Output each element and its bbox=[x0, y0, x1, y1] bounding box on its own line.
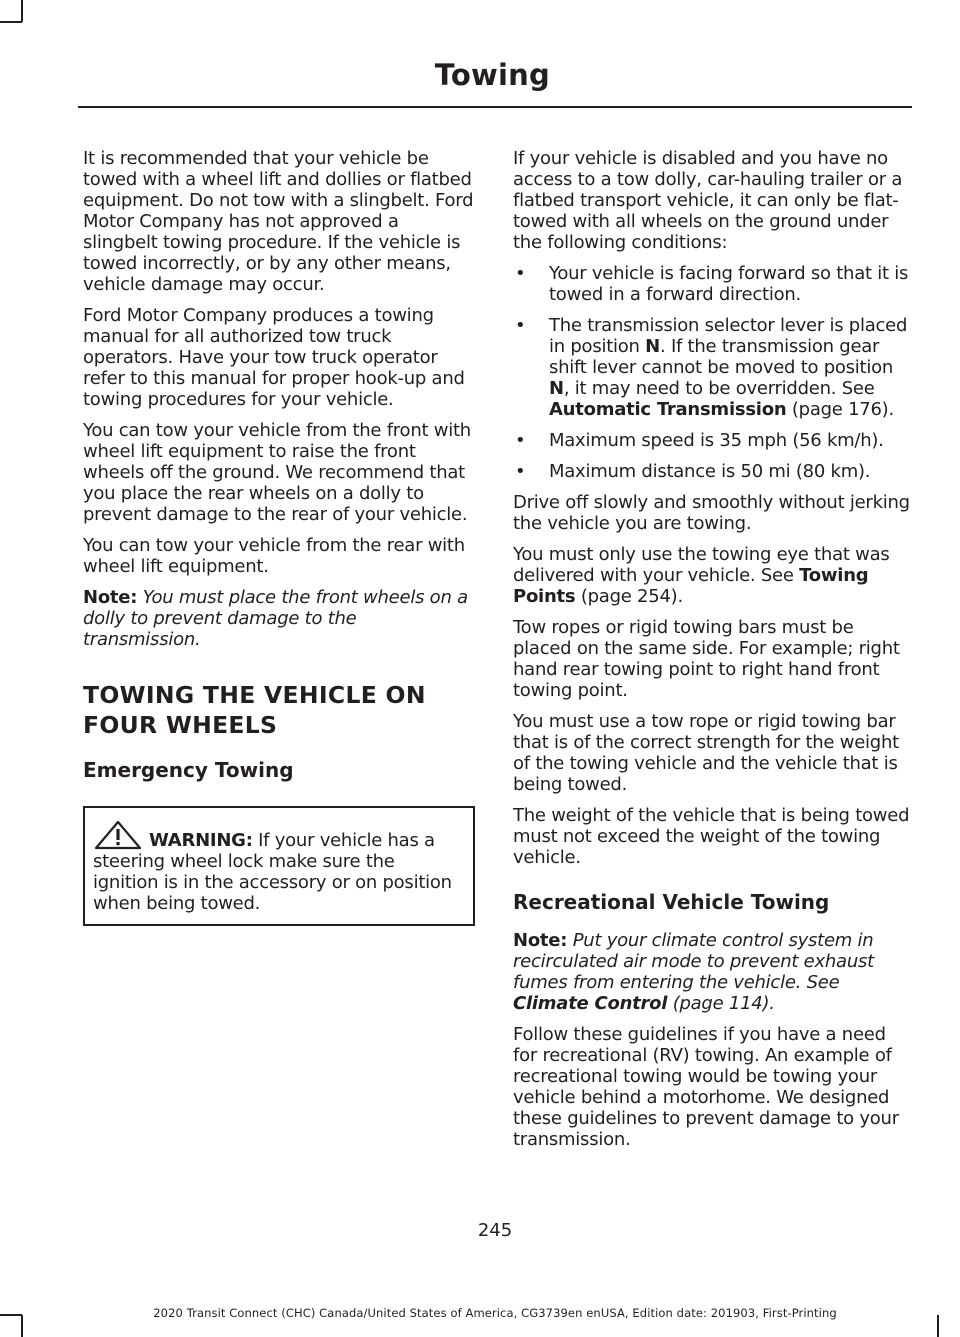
left-column bbox=[83, 148, 475, 926]
header-rule bbox=[78, 106, 912, 108]
crop-mark-top-left bbox=[21, 0, 23, 22]
warning-text-block bbox=[93, 820, 465, 914]
right-paragraph-3 bbox=[513, 544, 910, 607]
right-paragraph-5: You must use a tow rope or rigid towing bar that is of the correct strength for the weight of the towing vehicle and the vehicle that is being towed. bbox=[513, 711, 899, 795]
paragraph-text: You must only use the towing eye that was delivered with your vehicle. See bbox=[513, 544, 890, 586]
link-towing-points[interactable]: Towing Points bbox=[513, 565, 869, 607]
warning-triangle-icon bbox=[93, 820, 143, 850]
page-number: 245 bbox=[477, 1220, 513, 1241]
list-item-text: Maximum distance is 50 mi (80 km). bbox=[549, 461, 871, 482]
subheading-recreational-towing: Recreational Vehicle Towing bbox=[513, 890, 830, 914]
list-item-text-c: , it may need to be overridden. See bbox=[563, 378, 875, 399]
bullet-icon: • bbox=[515, 430, 526, 451]
link-climate-control[interactable]: Climate Control bbox=[513, 993, 668, 1014]
list-item-text: Your vehicle is facing forward so that it is towed in a forward direction. bbox=[549, 263, 909, 305]
page-header-title: Towing bbox=[434, 58, 550, 92]
note-label: Note: bbox=[513, 930, 568, 951]
crop-mark-top-left-h bbox=[0, 21, 22, 23]
left-paragraph-2: Ford Motor Company produces a towing manual for all authorized tow truck operators. Have your tow truck operator refer to this manual for proper hook-up and towing procedures for your vehicle. bbox=[83, 305, 465, 410]
left-paragraph-3: You can tow your vehicle from the front with wheel lift equipment to raise the front wheels off the ground. We recommend that you place the rear wheels on a dolly to prevent damage to the rear of your vehicle. bbox=[83, 420, 471, 525]
page-ref: (page 114). bbox=[672, 993, 775, 1014]
warning-text: If your vehicle has a steering wheel lock make sure the ignition is in the accessory or on position when being towed. bbox=[93, 830, 452, 914]
right-note bbox=[513, 930, 910, 1014]
link-automatic-transmission[interactable]: Automatic Transmission bbox=[549, 399, 787, 420]
left-note bbox=[83, 587, 475, 650]
right-paragraph-4: Tow ropes or rigid towing bars must be placed on the same side. For example; right hand rear towing point to right hand front towing point. bbox=[513, 617, 900, 701]
left-paragraph-1: It is recommended that your vehicle be towed with a wheel lift and dollies or flatbed equipment. Do not tow with a slingbelt. Ford Motor Company has not approved a slingbelt towing procedure. If the vehicle is towed incorrectly, or by any other means, vehicle damage may occur. bbox=[83, 148, 474, 295]
footer-text: 2020 Transit Connect (CHC) Canada/United States of America, CG3739en enUSA, Edition date: 201903, First-Printing bbox=[153, 1306, 837, 1320]
page-ref: (page 176). bbox=[791, 399, 894, 420]
bullet-icon: • bbox=[515, 315, 526, 336]
left-paragraph-4: You can tow your vehicle from the rear with wheel lift equipment. bbox=[83, 535, 465, 577]
note-text: You must place the front wheels on a dolly to prevent damage to the transmission. bbox=[83, 587, 468, 650]
right-paragraph-7: Follow these guidelines if you have a need for recreational (RV) towing. An example of recreational towing would be towing your vehicle behind a motorhome. We designed these guidelines to prevent damage to your transmission. bbox=[513, 1024, 899, 1150]
list-item-text: Maximum speed is 35 mph (56 km/h). bbox=[549, 430, 884, 451]
list-item-text-b: . If the transmission gear shift lever cannot be moved to position bbox=[549, 336, 894, 378]
section-heading bbox=[83, 680, 475, 740]
warning-box bbox=[83, 806, 475, 926]
section-heading-line-1: TOWING THE VEHICLE ON bbox=[83, 681, 426, 709]
page-ref: (page 254). bbox=[580, 586, 683, 607]
warning-label: WARNING: bbox=[149, 830, 253, 851]
note-label: Note: bbox=[83, 587, 138, 608]
right-column bbox=[513, 148, 910, 1160]
list-item bbox=[513, 430, 910, 451]
list-item bbox=[513, 263, 910, 305]
section-heading-line-2: FOUR WHEELS bbox=[83, 711, 278, 739]
bullet-icon: • bbox=[515, 263, 526, 284]
right-paragraph-2: Drive off slowly and smoothly without jerking the vehicle you are towing. bbox=[513, 492, 910, 534]
list-item bbox=[513, 315, 910, 420]
position-n-2: N bbox=[549, 378, 564, 399]
right-paragraph-6: The weight of the vehicle that is being towed must not exceed the weight of the towing vehicle. bbox=[513, 805, 910, 868]
note-text: Put your climate control system in recirculated air mode to prevent exhaust fumes from entering the vehicle. See bbox=[513, 930, 874, 993]
right-paragraph-1: If your vehicle is disabled and you have no access to a tow dolly, car-hauling trailer or a flatbed transport vehicle, it can only be flat-towed with all wheels on the ground under the following conditions: bbox=[513, 148, 903, 253]
conditions-list bbox=[513, 263, 910, 482]
position-n-1: N bbox=[645, 336, 660, 357]
bullet-icon: • bbox=[515, 461, 526, 482]
list-item bbox=[513, 461, 910, 482]
subheading-emergency-towing: Emergency Towing bbox=[83, 758, 294, 782]
list-item-text-a: The transmission selector lever is placed in position bbox=[549, 315, 908, 357]
